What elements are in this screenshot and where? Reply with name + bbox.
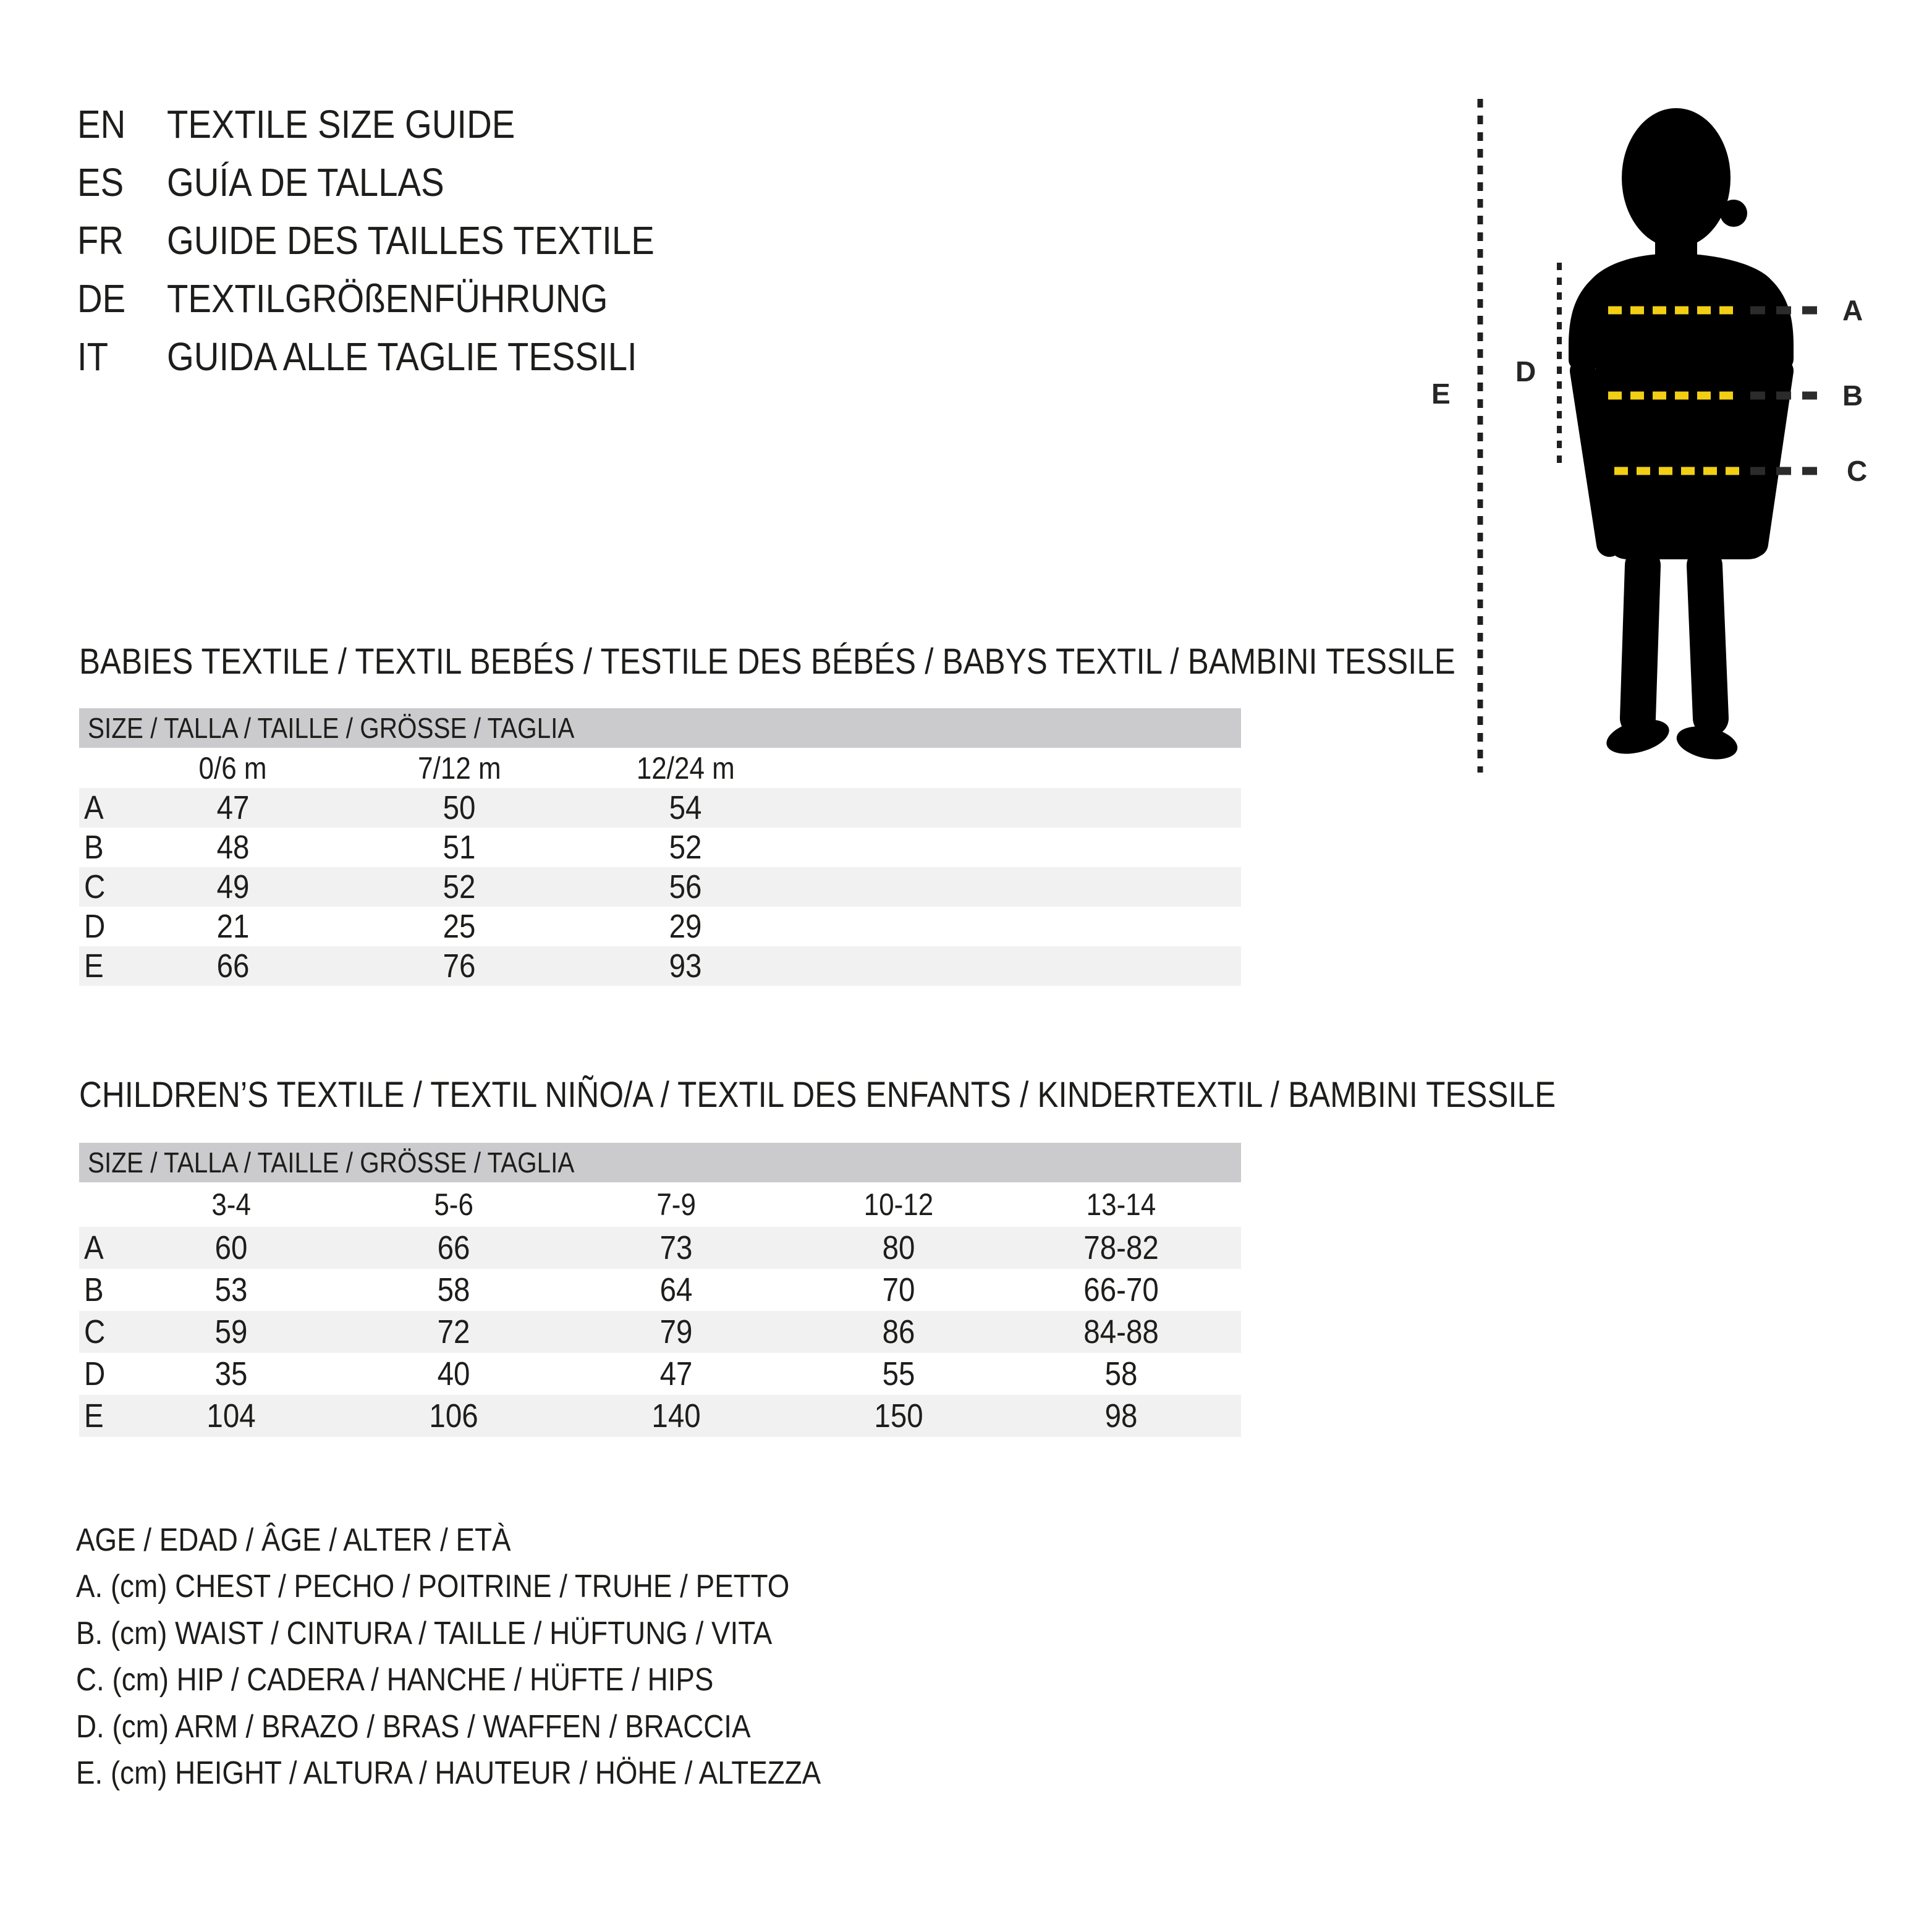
row-label: A bbox=[84, 789, 104, 826]
table-cell: 58 bbox=[1104, 1355, 1138, 1392]
table-cell: 84-88 bbox=[1083, 1313, 1159, 1350]
language-code: DE bbox=[77, 276, 126, 321]
table-row bbox=[79, 946, 1241, 986]
table-cell: 106 bbox=[429, 1397, 478, 1434]
table-cell: 98 bbox=[1104, 1397, 1138, 1434]
row-label: A bbox=[84, 1229, 104, 1266]
table-cell: 21 bbox=[216, 908, 250, 945]
language-title-list bbox=[77, 95, 721, 386]
column-header: 13-14 bbox=[1086, 1187, 1156, 1222]
table-row bbox=[79, 907, 1241, 946]
babies-size-header-band: SIZE / TALLA / TAILLE / GRÖSSE / TAGLIA bbox=[79, 708, 1241, 748]
language-code: EN bbox=[77, 102, 126, 146]
language-code: ES bbox=[77, 160, 124, 205]
babies-column-header-row bbox=[79, 748, 1241, 788]
measurement-figure bbox=[1421, 80, 1932, 803]
table-cell: 49 bbox=[216, 868, 250, 905]
table-cell: 79 bbox=[659, 1313, 693, 1350]
table-cell: 86 bbox=[882, 1313, 915, 1350]
language-row-es bbox=[77, 153, 721, 211]
children-section-title: CHILDREN’S TEXTILE / TEXTIL NIÑO/A / TEXTIL DES ENFANTS / KINDERTEXTIL / BAMBINI TESSILE bbox=[79, 1075, 1556, 1115]
table-row bbox=[79, 1395, 1241, 1437]
table-cell: 104 bbox=[206, 1397, 256, 1434]
column-header: 3-4 bbox=[211, 1187, 251, 1222]
child-silhouette-diagram bbox=[1421, 80, 1932, 803]
table-cell: 53 bbox=[214, 1271, 248, 1308]
legend-arm: D. (cm) ARM / BRAZO / BRAS / WAFFEN / BRACCIA bbox=[76, 1708, 751, 1745]
table-cell: 78-82 bbox=[1083, 1229, 1159, 1266]
legend-waist: B. (cm) WAIST / CINTURA / TAILLE / HÜFTUNG / VITA bbox=[76, 1615, 773, 1651]
language-row-de bbox=[77, 269, 721, 328]
measure-label-waist: B bbox=[1842, 379, 1863, 412]
measure-label-chest: A bbox=[1842, 294, 1863, 326]
table-cell: 29 bbox=[669, 908, 702, 945]
column-header: 5-6 bbox=[434, 1187, 473, 1222]
row-label: E bbox=[84, 1397, 104, 1434]
table-cell: 47 bbox=[216, 789, 250, 826]
table-cell: 25 bbox=[443, 908, 476, 945]
table-row bbox=[79, 1311, 1241, 1353]
table-cell: 140 bbox=[651, 1397, 701, 1434]
table-cell: 66 bbox=[216, 947, 250, 985]
table-cell: 76 bbox=[443, 947, 476, 985]
guide-title-es: GUÍA DE TALLAS bbox=[167, 160, 444, 205]
guide-title-it: GUIDA ALLE TAGLIE TESSILI bbox=[167, 334, 637, 379]
column-header: 7-9 bbox=[656, 1187, 696, 1222]
measure-label-arm: D bbox=[1515, 355, 1536, 388]
babies-section-title: BABIES TEXTILE / TEXTIL BEBÉS / TESTILE DES BÉBÉS / BABYS TEXTIL / BAMBINI TESSILE bbox=[79, 642, 1455, 682]
legend-age: AGE / EDAD / ÂGE / ALTER / ETÀ bbox=[76, 1522, 511, 1558]
table-row bbox=[79, 1353, 1241, 1395]
row-label: C bbox=[84, 868, 106, 905]
table-cell: 51 bbox=[443, 829, 476, 866]
table-cell: 72 bbox=[437, 1313, 470, 1350]
table-row bbox=[79, 788, 1241, 828]
table-cell: 150 bbox=[874, 1397, 923, 1434]
table-cell: 48 bbox=[216, 829, 250, 866]
table-cell: 35 bbox=[214, 1355, 248, 1392]
table-row bbox=[79, 1227, 1241, 1269]
table-row bbox=[79, 867, 1241, 907]
table-cell: 80 bbox=[882, 1229, 915, 1266]
table-cell: 52 bbox=[443, 868, 476, 905]
row-label: D bbox=[84, 908, 106, 945]
row-label: D bbox=[84, 1355, 106, 1392]
column-header: 0/6 m bbox=[198, 750, 268, 786]
language-row-fr bbox=[77, 211, 721, 269]
measure-label-hip: C bbox=[1847, 455, 1868, 487]
children-column-header-row bbox=[79, 1182, 1241, 1227]
table-cell: 60 bbox=[214, 1229, 248, 1266]
table-cell: 59 bbox=[214, 1313, 248, 1350]
column-header: 12/24 m bbox=[636, 750, 735, 786]
table-row bbox=[79, 828, 1241, 867]
children-size-header-band: SIZE / TALLA / TAILLE / GRÖSSE / TAGLIA bbox=[79, 1143, 1241, 1182]
language-row-en bbox=[77, 95, 721, 153]
table-cell: 54 bbox=[669, 789, 702, 826]
guide-title-fr: GUIDE DES TAILLES TEXTILE bbox=[167, 218, 655, 263]
table-cell: 66-70 bbox=[1083, 1271, 1159, 1308]
row-label: B bbox=[84, 829, 104, 866]
column-header: 10-12 bbox=[863, 1187, 934, 1222]
legend-hip: C. (cm) HIP / CADERA / HANCHE / HÜFTE / HIPS bbox=[76, 1662, 714, 1698]
row-label: E bbox=[84, 947, 104, 985]
language-code: IT bbox=[77, 334, 109, 379]
table-row bbox=[79, 1269, 1241, 1311]
language-code: FR bbox=[77, 218, 124, 263]
table-cell: 56 bbox=[669, 868, 702, 905]
table-cell: 58 bbox=[437, 1271, 470, 1308]
row-label: C bbox=[84, 1313, 106, 1350]
table-cell: 73 bbox=[659, 1229, 693, 1266]
table-cell: 40 bbox=[437, 1355, 470, 1392]
table-cell: 55 bbox=[882, 1355, 915, 1392]
legend-chest: A. (cm) CHEST / PECHO / POITRINE / TRUHE / PETTO bbox=[76, 1569, 790, 1605]
language-row-it bbox=[77, 328, 721, 386]
table-cell: 64 bbox=[659, 1271, 693, 1308]
table-cell: 52 bbox=[669, 829, 702, 866]
table-cell: 66 bbox=[437, 1229, 470, 1266]
table-cell: 50 bbox=[443, 789, 476, 826]
legend-height: E. (cm) HEIGHT / ALTURA / HAUTEUR / HÖHE / ALTEZZA bbox=[76, 1755, 821, 1791]
column-header: 7/12 m bbox=[417, 750, 501, 786]
table-cell: 93 bbox=[669, 947, 702, 985]
row-label: B bbox=[84, 1271, 104, 1308]
guide-title-en: TEXTILE SIZE GUIDE bbox=[167, 102, 515, 146]
table-cell: 47 bbox=[659, 1355, 693, 1392]
guide-title-de: TEXTILGRÖßENFÜHRUNG bbox=[167, 276, 608, 321]
measurement-legend bbox=[76, 1517, 923, 1797]
table-cell: 70 bbox=[882, 1271, 915, 1308]
measure-label-height: E bbox=[1431, 378, 1451, 410]
